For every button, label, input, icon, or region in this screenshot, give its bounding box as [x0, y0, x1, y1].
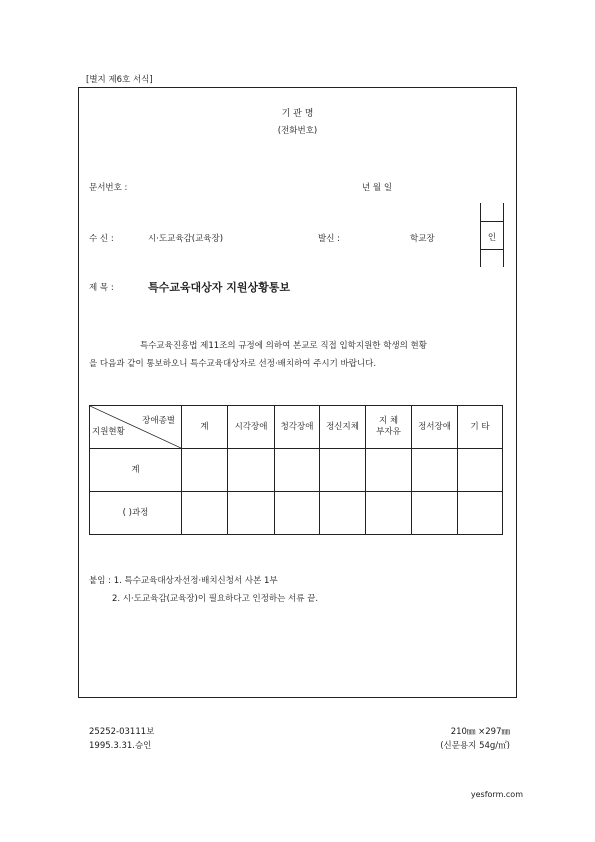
table-cell: [182, 492, 228, 535]
table-cell: [458, 449, 503, 492]
row-label: 계: [90, 449, 182, 492]
column-header: 시각장애: [228, 406, 275, 449]
seal-mark: 인: [487, 233, 497, 243]
table-row: [90, 449, 503, 492]
form-frame: [78, 87, 517, 698]
doc-number-label: 문서번호 :: [89, 183, 128, 193]
table-cell: [320, 492, 366, 535]
form-code: 25252-03111보: [89, 727, 155, 737]
sender-value: 학교장: [410, 234, 435, 244]
table-cell: [275, 492, 320, 535]
paper-size: 210㎜ ×297㎜: [450, 727, 510, 737]
table-corner-cell: [90, 406, 182, 449]
column-header: 계: [182, 406, 228, 449]
sender-label: 발신 :: [318, 234, 340, 244]
column-header: 지 체 부자유: [366, 406, 412, 449]
column-header: 기 타: [458, 406, 503, 449]
table-cell: [228, 492, 275, 535]
site-watermark: yesform.com: [470, 790, 523, 799]
attachment-line-1: 붙임 : 1. 특수교육대상자선정·배치신청서 사본 1부: [89, 576, 278, 586]
attachment-line-2: 2. 시·도교육감(교육장)이 필요하다고 인정하는 서류 끝.: [112, 594, 319, 604]
approval-date: 1995.3.31.승인: [89, 741, 152, 751]
corner-bottom-label: 지원현황: [92, 427, 125, 437]
recipient-value: 시·도교육감(교육장): [148, 234, 224, 244]
form-number-label: [별지 제6호 서식]: [86, 75, 153, 85]
column-header: 청각장애: [275, 406, 320, 449]
table-cell: [458, 492, 503, 535]
table-cell: [275, 449, 320, 492]
paper-type: (신문용지 54g/㎡): [440, 741, 510, 751]
status-table: [89, 405, 503, 535]
subject-label: 제 목 :: [89, 283, 114, 293]
body-line-2: 을 다음과 같이 통보하오니 특수교육대상자로 선정·배치하여 주시기 바랍니다.: [89, 359, 377, 369]
doc-date: 년 월 일: [362, 183, 393, 193]
table-cell: [366, 492, 412, 535]
row-label: ( )과정: [90, 492, 182, 535]
table-cell: [366, 449, 412, 492]
table-cell: [320, 449, 366, 492]
column-header: 정신지체: [320, 406, 366, 449]
table-cell: [182, 449, 228, 492]
body-line-1: 특수교육진흥법 제11조의 규정에 의하여 본교로 직접 입학지원한 학생의 현황: [140, 341, 427, 351]
table-cell: [412, 449, 458, 492]
recipient-label: 수 신 :: [89, 234, 114, 244]
corner-top-label: 장애종별: [142, 416, 175, 426]
table-cell: [228, 449, 275, 492]
table-row: [90, 492, 503, 535]
seal-box: [480, 203, 504, 267]
subject-value: 특수교육대상자 지원상황통보: [148, 281, 290, 294]
table-cell: [412, 492, 458, 535]
org-name: 기 관 명: [281, 109, 314, 119]
column-header: 정서장애: [412, 406, 458, 449]
phone-number: (전화번호): [277, 126, 318, 136]
